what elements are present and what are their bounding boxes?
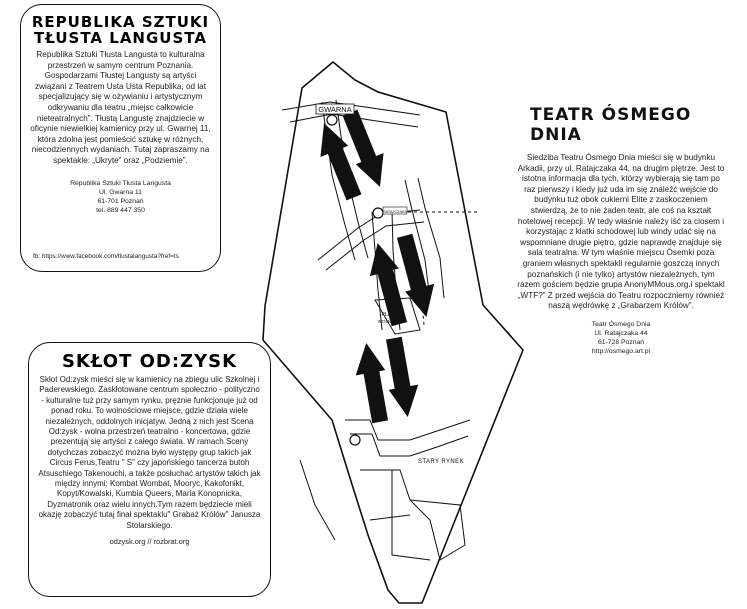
republika-addr-tel: tel. 889 447 350 — [96, 206, 145, 214]
sklot-title: SKŁOT OD:ZYSK — [61, 351, 238, 372]
big-arrow-outline — [263, 62, 523, 603]
teatr-website-link[interactable]: http://osmego.art.pl — [591, 347, 651, 355]
marker-gwarna — [327, 115, 337, 125]
teatr-addr-street: Ul. Ratajczaka 44 — [594, 329, 648, 337]
sklot-links[interactable]: odzysk.org // rozbrat.org — [109, 537, 190, 547]
teatr-osmego-dnia-section — [516, 105, 726, 356]
label-plac-2: WOLNOŚCI — [377, 319, 403, 324]
republika-title-1: REPUBLIKA SZTUKI — [31, 13, 210, 31]
marker-teatr — [373, 208, 383, 218]
republika-addr-city: 61-701 Poznań — [97, 197, 144, 205]
teatr-address — [516, 320, 726, 356]
teatr-body: Siedziba Teatru Ósmego Dnia mieści się w budynku Arkadii, przy ul. Ratajczaka 44, na drugim piętrze. Jest to istotna informacja dla tych, którzy wybierają się tam po raz pierwszy i kiedy już uda im się znaleźć wejście do budynku tuż obok cukierni Elite z zaskoczeniem stwierdzą, że to nie żaden teatr, ale coś na kształt hotelowej recepcji. W tedy właśnie należy iść za ciosem i korzystając z klatki schodowej lub windy udać się na wspomniane drugie piętro, gdzie naprawdę znajduje się sala teatralna. W tym właśnie miejscu Ósemki poza graniem własnych spektakli regularnie goszczą innych poznańskich (i nie tylko) artystów niezależnych, tym razem gościem będzie grupa AnonyMMous.org.i spektakl „WTF?” Z przed wejścia do Teatru rozpoczniemy również naszą wędrówkę z „Grabarzem Królów”. — [517, 153, 725, 311]
label-plac-1: PLAC — [381, 312, 395, 318]
label-small-street: RATAJCZAKA — [382, 210, 408, 214]
republika-addr-name: Republika Sztuki Tłusta Langusta — [70, 179, 171, 187]
republika-title-2: TŁUSTA LANGUSTA — [34, 29, 207, 47]
sklot-odzysk-card — [28, 342, 271, 597]
teatr-title: TEATR ÓSMEGO DNIA — [530, 105, 692, 145]
label-stary-rynek: STARY RYNEK — [418, 459, 464, 465]
marker-sklot — [350, 435, 360, 445]
republika-body: Republika Sztuki Tłusta Langusta to kulturalna przestrzeń w samym centrum Poznania. Gospodarzami Tłustej Langusty są artyści związani z Teatrem Usta Usta Republika, od lat specjalizujący się w ożywianiu i artystycznym odkrywaniu dla teatru „miejsc całkowicie nieteatralnych”. Tłustą Langustę znajdziecie w oficynie niewielkiej kamienicy przy ul. Gwarnej 11, która zdolna jest pomieścić sztukę w różnych, niecodziennych wydaniach. Tutaj zapraszamy na spektakle: „Ukryte” oraz „Podziemie”. — [30, 50, 211, 165]
label-gwarna: GWARNA — [318, 105, 352, 114]
teatr-addr-city: 61-728 Poznań — [597, 338, 645, 346]
republika-facebook-link[interactable]: fb: https://www.facebook.com/tlustalangusta?fref=ts — [33, 253, 179, 260]
sklot-body: Skłot Od:zysk mieści się w kamienicy na zbiegu ulic Szkolnej i Paderewskiego. Zaskłotowane centrum społeczno - polityczno - kulturalne tuż przy samym rynku, prężnie funkcjonuje już od ponad roku. To wolnościowe miejsce, gdzie działa wiele niezależnych, oddolnych inicjatyw. Jedną z nich jest Scena Od:zysk - wolna przestrzeń teatralno - koncertowa, gdzie prezentują się artyści z całego świata. W ramach Sceny dotychczas zobaczyć można było występy grup takich jak Circus Ferus,Teatru " S" czy japońskiego tancerza butoh Atsuschiego Takenouchi, a także posłuchać artystów takich jak między innymi: Kombat Wombat, Mooryc, Kakofonikt, Kopyt/Kowalski, Kumbia Queers, Maria Konopnicka, Dyzmatronik oraz wielu innych.Tym razem będziecie mieli okazję zobaczyć tutaj finał spektaklu" Grabaż Królów" Janusza Stolarskiego. — [38, 375, 261, 530]
teatr-addr-name: Teatr Ósmego Dnia — [591, 320, 651, 328]
republika-address — [21, 179, 220, 215]
republika-addr-street: Ul. Gwarna 11 — [99, 188, 142, 196]
republika-sztuki-card — [20, 4, 221, 272]
